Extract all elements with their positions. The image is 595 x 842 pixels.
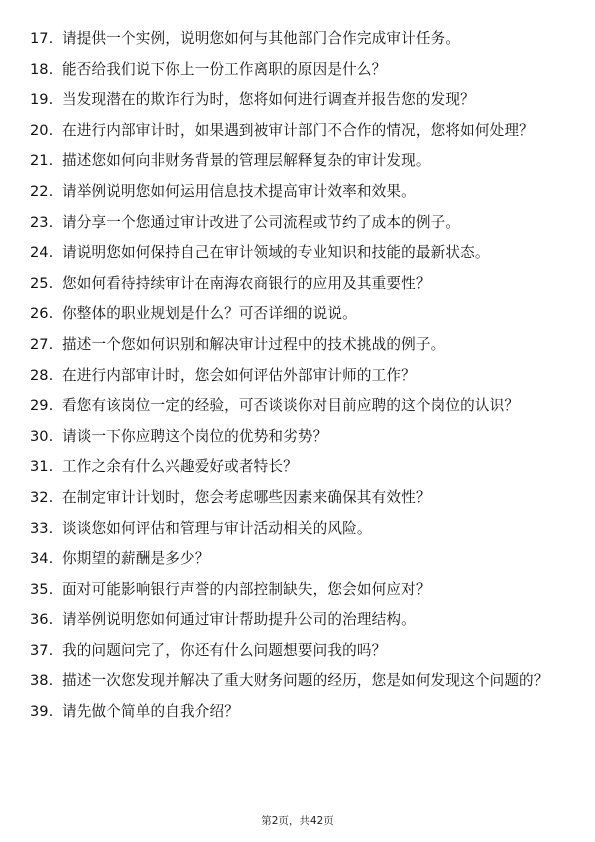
question-text: 请举例说明您如何通过审计帮助提升公司的治理结构。: [62, 611, 416, 629]
question-item: [30, 27, 560, 50]
question-text: 看您有该岗位一定的经验，可否谈谈你对目前应聘的这个岗位的认识？: [62, 397, 520, 415]
question-item: [30, 517, 560, 540]
question-text: 工作之余有什么兴趣爱好或者特长？: [62, 458, 298, 476]
question-item: [30, 425, 560, 448]
question-item: [30, 669, 560, 692]
question-number: 28.: [30, 366, 54, 384]
question-text: 描述您如何向非财务背景的管理层解释复杂的审计发现。: [62, 152, 431, 170]
question-list: [30, 27, 560, 731]
question-number: 19.: [30, 91, 54, 109]
question-item: [30, 578, 560, 601]
question-item: [30, 700, 560, 723]
question-item: [30, 88, 560, 111]
question-text: 我的问题问完了，你还有什么问题想要问我的吗？: [62, 641, 387, 659]
question-item: [30, 241, 560, 264]
question-number: 31.: [30, 458, 54, 476]
question-text: 描述一个您如何识别和解决审计过程中的技术挑战的例子。: [62, 335, 446, 353]
question-text: 请说明您如何保持自己在审计领域的专业知识和技能的最新状态。: [62, 244, 490, 262]
page-footer: 第2页，共42页: [261, 815, 334, 827]
question-item: [30, 149, 560, 172]
question-text: 请提供一个实例，说明您如何与其他部门合作完成审计任务。: [62, 30, 461, 47]
question-item: [30, 333, 560, 356]
question-number: 18.: [30, 60, 54, 78]
question-number: 37.: [30, 641, 54, 659]
question-number: 27.: [30, 335, 54, 353]
question-text: 在进行内部审计时，如果遇到被审计部门不合作的情况，您将如何处理？: [62, 121, 534, 139]
question-number: 34.: [30, 550, 54, 568]
question-number: 35.: [30, 580, 54, 598]
question-number: 21.: [30, 152, 54, 170]
question-text: 在进行内部审计时，您会如何评估外部审计师的工作？: [62, 366, 416, 384]
question-item: [30, 608, 560, 631]
question-item: [30, 639, 560, 662]
question-text: 面对可能影响银行声誉的内部控制缺失，您会如何应对？: [62, 580, 431, 598]
question-number: 24.: [30, 244, 54, 262]
question-item: [30, 272, 560, 295]
question-item: [30, 211, 560, 234]
question-text: 请举例说明您如何运用信息技术提高审计效率和效果。: [62, 182, 416, 200]
question-item: [30, 547, 560, 570]
question-item: [30, 180, 560, 203]
question-item: [30, 486, 560, 509]
question-text: 请分享一个您通过审计改进了公司流程或节约了成本的例子。: [62, 213, 461, 231]
question-number: 25.: [30, 274, 54, 292]
question-item: [30, 364, 560, 387]
question-text: 请谈一下你应聘这个岗位的优势和劣势？: [62, 427, 328, 445]
question-text: 谈谈您如何评估和管理与审计活动相关的风险。: [62, 519, 372, 537]
question-text: 你期望的薪酬是多少？: [62, 550, 210, 568]
question-text: 请先做个简单的自我介绍？: [62, 703, 239, 721]
question-text: 在制定审计计划时，您会考虑哪些因素来确保其有效性？: [62, 488, 431, 506]
question-number: 22.: [30, 182, 54, 200]
question-text: 你整体的职业规划是什么？可否详细的说说。: [62, 305, 357, 323]
question-number: 33.: [30, 519, 54, 537]
question-item: [30, 394, 560, 417]
question-number: 20.: [30, 121, 54, 139]
question-item: [30, 302, 560, 325]
question-number: 38.: [30, 672, 54, 690]
question-number: 17.: [30, 30, 54, 47]
question-text: 描述一次您发现并解决了重大财务问题的经历，您是如何发现这个问题的？: [62, 672, 549, 690]
question-number: 30.: [30, 427, 54, 445]
question-number: 32.: [30, 488, 54, 506]
question-number: 39.: [30, 703, 54, 721]
question-item: [30, 119, 560, 142]
question-text: 当发现潜在的欺诈行为时，您将如何进行调查并报告您的发现？: [62, 91, 475, 109]
question-text: 您如何看待持续审计在南海农商银行的应用及其重要性？: [62, 274, 431, 292]
question-text: 能否给我们说下你上一份工作离职的原因是什么？: [62, 60, 387, 78]
question-number: 23.: [30, 213, 54, 231]
question-item: [30, 58, 560, 81]
question-number: 26.: [30, 305, 54, 323]
question-item: [30, 455, 560, 478]
question-number: 36.: [30, 611, 54, 629]
question-number: 29.: [30, 397, 54, 415]
